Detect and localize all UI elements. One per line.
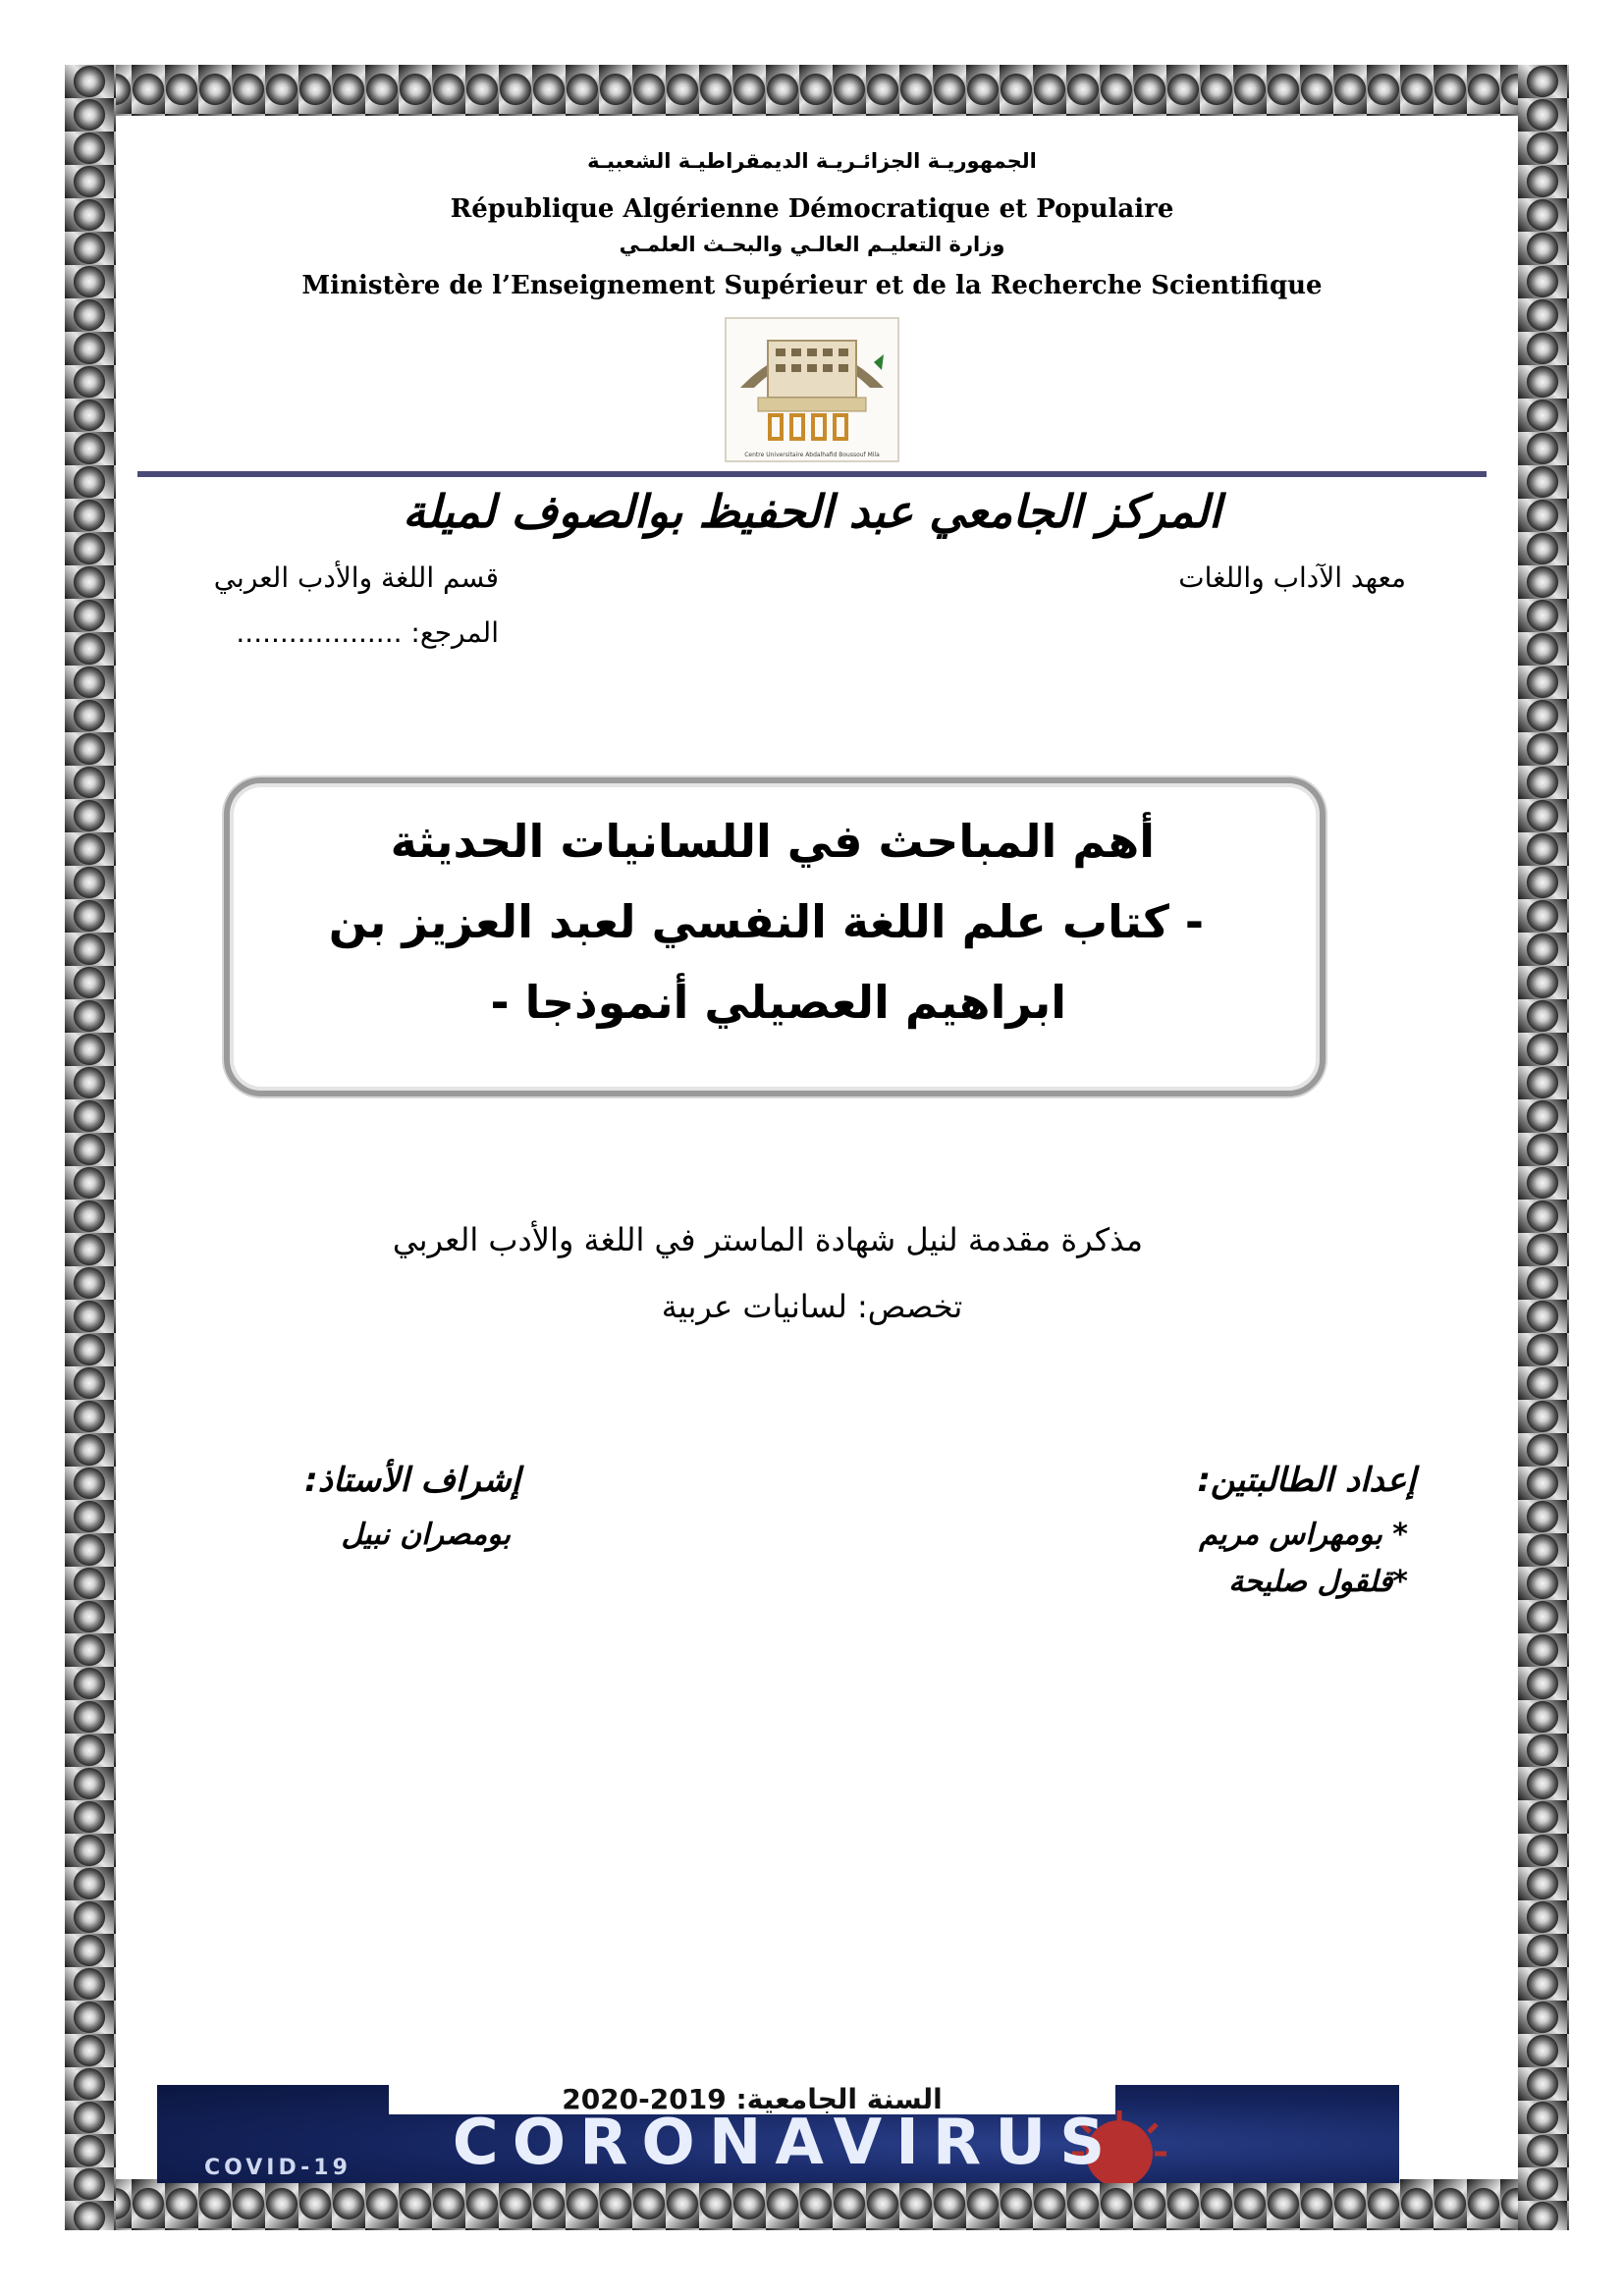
department-name: قسم اللغة والأدب العربي xyxy=(213,561,499,594)
thesis-title-line-3: ابراهيم العصيلي أنموذجا - xyxy=(490,976,1066,1029)
supervisor-name: بومصران نبيل xyxy=(341,1518,511,1552)
banner-covid-text: COVID-19 xyxy=(204,2156,352,2180)
decorative-frame-left xyxy=(65,65,116,2230)
decorative-frame-top xyxy=(65,65,1569,116)
banner-coronavirus-text: CORONAVIRUS xyxy=(452,2107,1119,2179)
students-heading: إعداد الطالبتين: xyxy=(1197,1461,1416,1500)
degree-statement: مذكرة مقدمة لنيل شهادة الماستر في اللغة والأدب العربي xyxy=(392,1221,1143,1258)
decorative-frame-bottom xyxy=(65,2179,1569,2230)
header-divider xyxy=(137,471,1487,477)
student-name: *قلقول صليحة xyxy=(1228,1565,1408,1599)
ministry-french: Ministère de l’Enseignement Supérieur et de la Recherche Scientifique xyxy=(301,271,1323,300)
republic-arabic: الجمهوريـة الجزائـريـة الديمقراطيـة الشعبيـة xyxy=(587,149,1037,173)
logo-caption: Centre Universitaire Abdalhafid Boussouf Mila xyxy=(744,452,880,458)
institution-name: المركز الجامعي عبد الحفيظ بوالصوف لميلة xyxy=(403,485,1221,538)
ministry-arabic: وزارة التعليـم العالـي والبحـث العلمـي xyxy=(619,233,1005,256)
academic-year-banner xyxy=(157,2085,1399,2183)
reference-field: المرجع: ................... xyxy=(236,616,499,649)
university-logo xyxy=(725,317,899,462)
student-name: * بومهراس مريم xyxy=(1199,1518,1408,1552)
academic-year: السنة الجامعية: 2019-2020 xyxy=(389,2085,1115,2114)
thesis-title-line-2: - كتاب علم اللغة النفسي لعبد العزيز بن xyxy=(328,895,1204,948)
specialization: تخصص: لسانيات عربية xyxy=(661,1288,963,1325)
republic-french: République Algérienne Démocratique et Populaire xyxy=(450,194,1174,224)
thesis-title-line-1: أهم المباحث في اللسانيات الحديثة xyxy=(390,815,1155,868)
institute-name: معهد الآداب واللغات xyxy=(1178,561,1406,594)
supervisor-heading: إشراف الأستاذ: xyxy=(304,1461,520,1500)
decorative-frame-right xyxy=(1518,65,1569,2230)
